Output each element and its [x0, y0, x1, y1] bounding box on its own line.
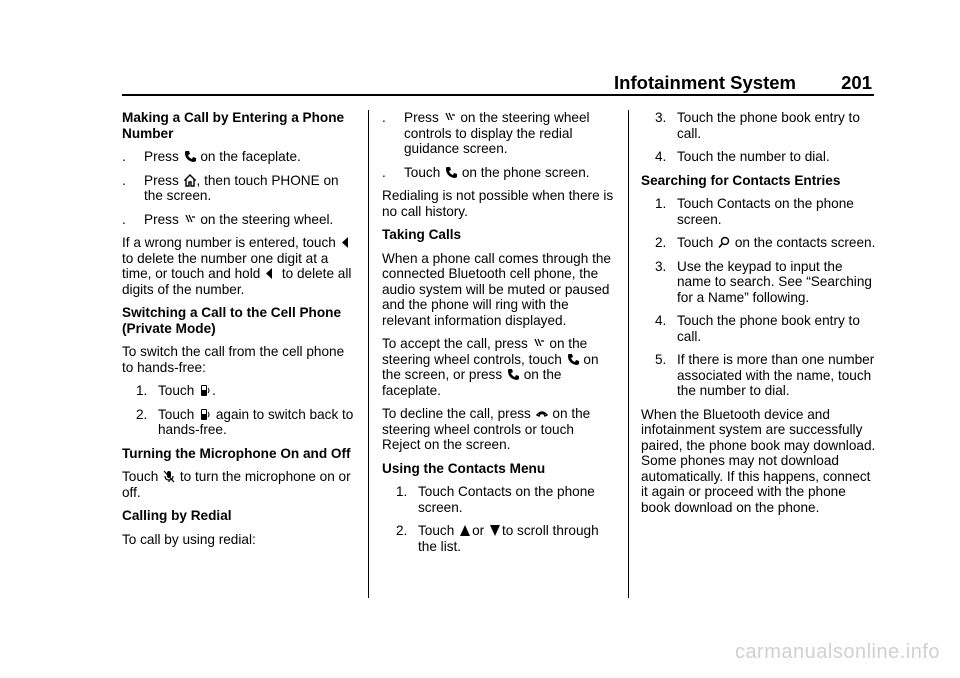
paragraph: When a phone call comes through the connected Bluetooth cell phone, the audio system will be muted or paused and the phone will ring with the relevant information displayed. [382, 250, 611, 328]
paragraph: To call by using redial: [122, 531, 256, 547]
list-item: 1. Touch Contacts on the phone screen. [655, 196, 854, 227]
header-rule [122, 94, 874, 96]
column-1 [122, 110, 354, 555]
list-item: 3. Use the keypad to input the name to search. See “Searching for a Name” following. [655, 258, 872, 305]
steering-phone-icon [444, 111, 456, 124]
end-call-icon [536, 407, 548, 420]
column-3 [641, 110, 877, 523]
heading-entering-number: Making a Call by Entering a Phone Number [122, 110, 345, 141]
home-icon [184, 174, 196, 187]
heading-microphone: Turning the Microphone On and Off [122, 445, 351, 461]
list-item: . Press on the steering wheel. [122, 211, 334, 227]
column-divider-1 [368, 110, 369, 598]
phone-icon [445, 166, 457, 179]
paragraph: If a wrong number is entered, touch to delete the number one digit at a time, or touch and hold to delete all digits of the number. [122, 235, 352, 297]
list-item: 5. If there is more than one number associated with the name, touch the number to dial. [655, 352, 875, 398]
column-divider-2 [628, 110, 629, 598]
steering-phone-icon [184, 213, 196, 226]
page-header [122, 62, 874, 96]
paragraph: To decline the call, press on the steering wheel controls or touch Reject on the screen. [382, 406, 591, 452]
paragraph: Touch to turn the microphone on or off. [122, 469, 351, 500]
phone-icon [567, 353, 579, 366]
microphone-mute-icon [163, 470, 175, 483]
paragraph: To accept the call, press on the steering wheel controls, touch on the screen, or press on the faceplate. [382, 336, 599, 398]
arrow-down-icon [489, 524, 501, 537]
page-number: 201 [841, 72, 872, 93]
list-item: 2. Touch again to switch back to hands-free. [136, 406, 354, 437]
heading-contacts-menu: Using the Contacts Menu [382, 460, 546, 476]
backspace-icon [341, 236, 353, 249]
list-item: . Press on the faceplate. [122, 149, 301, 164]
heading-searching-contacts: Searching for Contacts Entries [641, 172, 841, 188]
backspace-icon [265, 267, 277, 280]
list-item: 2. Touch on the contacts screen. [655, 235, 876, 250]
list-item: 2. Touch or to scroll through the list. [396, 523, 599, 554]
heading-private-mode: Switching a Call to the Cell Phone (Private Mode) [122, 305, 342, 336]
section-title: Infotainment System [614, 72, 796, 93]
handset-icon [199, 408, 211, 421]
phone-icon [184, 150, 196, 163]
list-item: . Touch on the phone screen. [382, 164, 590, 180]
arrow-up-icon [459, 524, 471, 537]
steering-phone-icon [533, 337, 545, 350]
phone-icon [507, 368, 519, 381]
paragraph: To switch the call from the cell phone to hands-free: [122, 344, 345, 375]
list-item: 1. Touch Contacts on the phone screen. [396, 484, 595, 515]
list-item: . Press on the steering wheel controls to display the redial guidance screen. [382, 110, 590, 156]
heading-redial: Calling by Redial [122, 508, 232, 523]
list-item: 4. Touch the number to dial. [655, 149, 830, 164]
search-icon [718, 236, 730, 249]
paragraph: Redialing is not possible when there is no call history. [382, 188, 614, 219]
handset-icon [199, 384, 211, 397]
list-item: . Press , then touch PHONE on the screen. [122, 172, 339, 203]
heading-taking-calls: Taking Calls [382, 227, 462, 242]
paragraph: When the Bluetooth device and infotainment system are successfully paired, the phone book may download. Some phones may not download automatically. If this happens, connect it again or proceed with the phone book download on the phone. [641, 406, 876, 515]
list-item: 3. Touch the phone book entry to call. [655, 110, 860, 141]
list-item: 1. Touch . [136, 383, 216, 398]
column-2 [382, 110, 614, 562]
watermark: carmanualsonline.info [734, 641, 940, 663]
list-item: 4. Touch the phone book entry to call. [655, 313, 860, 344]
